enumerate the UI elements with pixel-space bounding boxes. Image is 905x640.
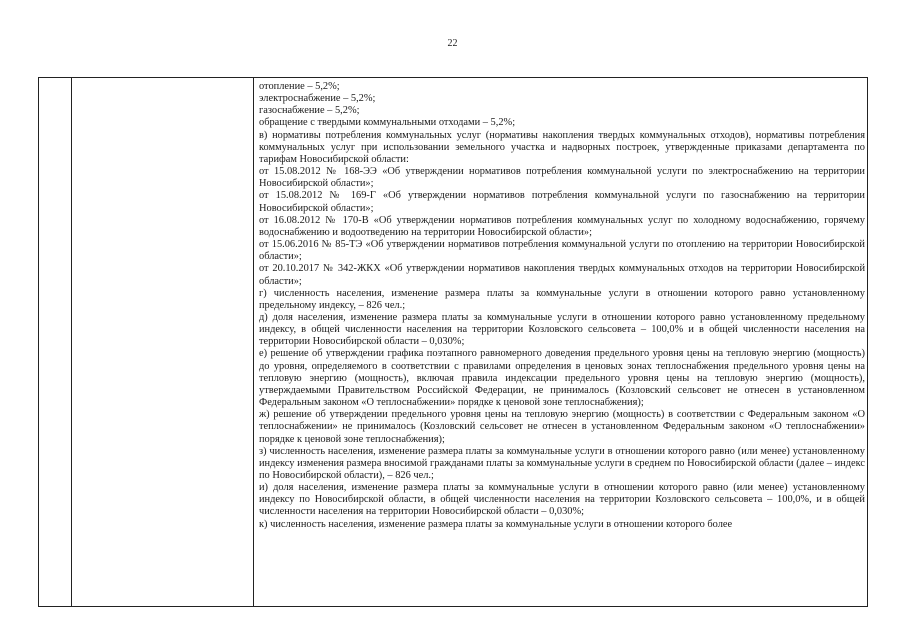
paragraph: обращение с твердыми коммунальными отходами – 5,2%; [259, 117, 516, 129]
paragraph: газоснабжение – 5,2%; [259, 105, 360, 117]
table-cell-text [259, 81, 865, 531]
paragraph: г) численность населения, изменение размера платы за коммунальные услуги в отношении которого равно установленному предельному индексу, – 826 чел.; [259, 287, 865, 311]
paragraph: з) численность населения, изменение размера платы за коммунальные услуги в отношении которого равно (или менее) установленному индексу изменения размера вносимой гражданами платы за коммунальные услуги в среднем по Новосибирской области (далее – индекс по Новосибирской области), – 826 чел.; [259, 445, 865, 481]
page-number: 22 [447, 38, 458, 49]
paragraph: от 16.08.2012 № 170-В «Об утверждении нормативов потребления коммунальных услуг по холодному водоснабжению, горячему водоснабжению и водоотведению на территории Новосибирской области»; [259, 214, 865, 238]
paragraph: в) нормативы потребления коммунальных услуг (нормативы накопления твердых коммунальных отходов), нормативы потребления коммунальных услуг при использовании земельного участка и надворных построек, утвержденные приказами департамента по тарифам Новосибирской области: [259, 129, 865, 165]
paragraph: д) доля населения, изменение размера платы за коммунальные услуги в отношении которого равно установленному предельному индексу, в общей численности населения на территории Козловского сельсовета – 100,0% и в общей численности населения на территории Новосибирской области – 0,030%; [259, 311, 865, 348]
paragraph: от 15.08.2012 № 168-ЭЭ «Об утверждении нормативов потребления коммунальной услуги по электроснабжению на территории Новосибирской области»; [259, 166, 865, 190]
paragraph: и) доля населения, изменение размера платы за коммунальные услуги в отношении которого равно (или менее) установленному индексу по Новосибирской области, в общей численности населения на территории Козловского сельсовета – 100,0%, и в общей численности населения на территории Новосибирской области – 0,030%; [259, 482, 865, 518]
paragraph: ж) решение об утверждении предельного уровня цены на тепловую энергию (мощность) в соответствии с Федеральным законом «О теплоснабжении» не принималось (Козловский сельсовет не отнесен в установленном Федеральным законом «О теплоснабжении» порядке к ценовой зоне теплоснабжения); [259, 409, 865, 445]
paragraph: от 20.10.2017 № 342-ЖКХ «Об утверждении нормативов накопления твердых коммунальных отходов на территории Новосибирской области»; [259, 263, 865, 287]
paragraph: от 15.06.2016 № 85-ТЭ «Об утверждении нормативов потребления коммунальной услуги по отоплению на территории Новосибирской области»; [259, 239, 865, 263]
paragraph: е) решение об утверждении графика поэтапного равномерного доведения предельного уровня цены на тепловую энергию (мощность) до уровня, определяемого в соответствии с правилами определения в ценовых зонах теплоснабжения предельного уровня цены на тепловую энергию (мощность), включая правила индексации предельного уровня цены на тепловую энергию (мощность), утверждаемыми Правительством Российской Федерации, не принималось (Козловский сельсовет не отнесен в установленном Федеральным законом «О теплоснабжении» порядке к ценовой зоне теплоснабжения); [259, 348, 865, 409]
paragraph: электроснабжение – 5,2%; [259, 93, 376, 105]
paragraph: к) численность населения, изменение размера платы за коммунальные услуги в отношении которого более [259, 518, 733, 530]
paragraph: отопление – 5,2%; [259, 81, 340, 92]
column-divider [253, 78, 254, 606]
paragraph: от 15.08.2012 № 169-Г «Об утверждении нормативов потребления коммунальной услуги по газоснабжению на территории Новосибирской области»; [259, 190, 865, 214]
document-table [38, 77, 868, 607]
column-divider [71, 78, 72, 606]
